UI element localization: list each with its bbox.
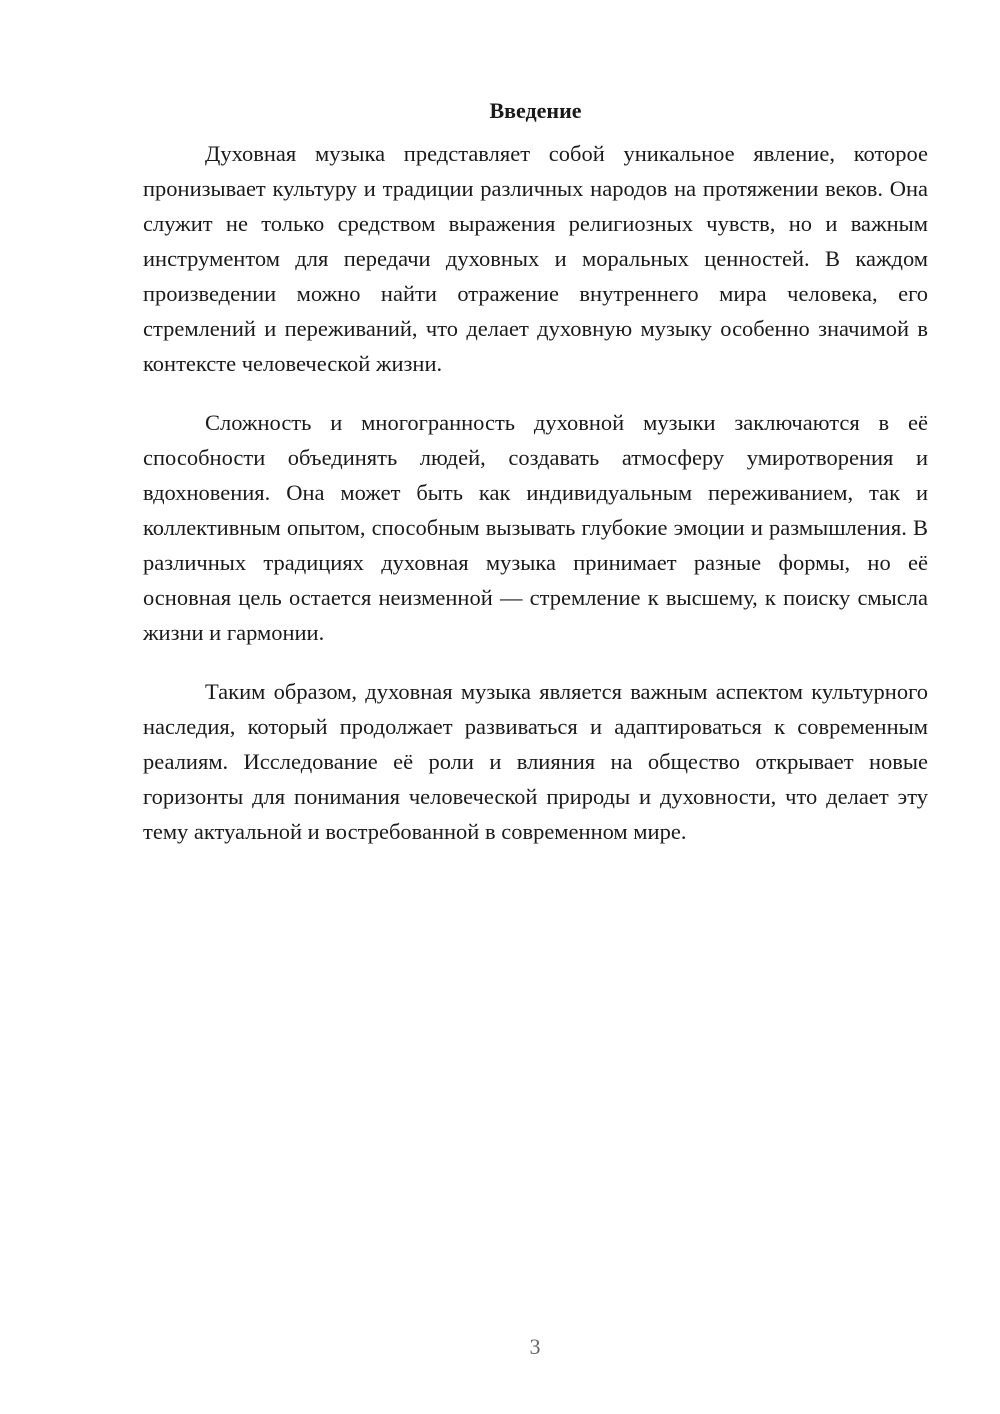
page-content [143,96,928,873]
paragraph-1: Духовная музыка представляет собой уникальное явление, которое пронизывает культуру и традиции различных народов на протяжении веков. Она служит не только средством выражения религиозных чувств, но и важным инструментом для передачи духовных и моральных ценностей. В каждом произведении можно найти отражение внутреннего мира человека, его стремлений и переживаний, что делает духовную музыку особенно значимой в контексте человеческой жизни. [143,141,928,376]
paragraph-3: Таким образом, духовная музыка является важным аспектом культурного наследия, который продолжает развиваться и адаптироваться к современным реалиям. Исследование её роли и влияния на общество открывает новые горизонты для понимания человеческой природы и духовности, что делает эту тему актуальной и востребованной в современном мире. [143,679,928,844]
paragraph-2: Сложность и многогранность духовной музыки заключаются в её способности объединять людей, создавать атмосферу умиротворения и вдохновения. Она может быть как индивидуальным переживанием, так и коллективным опытом, способным вызывать глубокие эмоции и размышления. В различных традициях духовная музыка принимает разные формы, но её основная цель остается неизменной — стремление к высшему, к поиску смысла жизни и гармонии. [143,410,928,645]
section-title: Введение [489,98,582,123]
page-number: 3 [529,1334,541,1359]
